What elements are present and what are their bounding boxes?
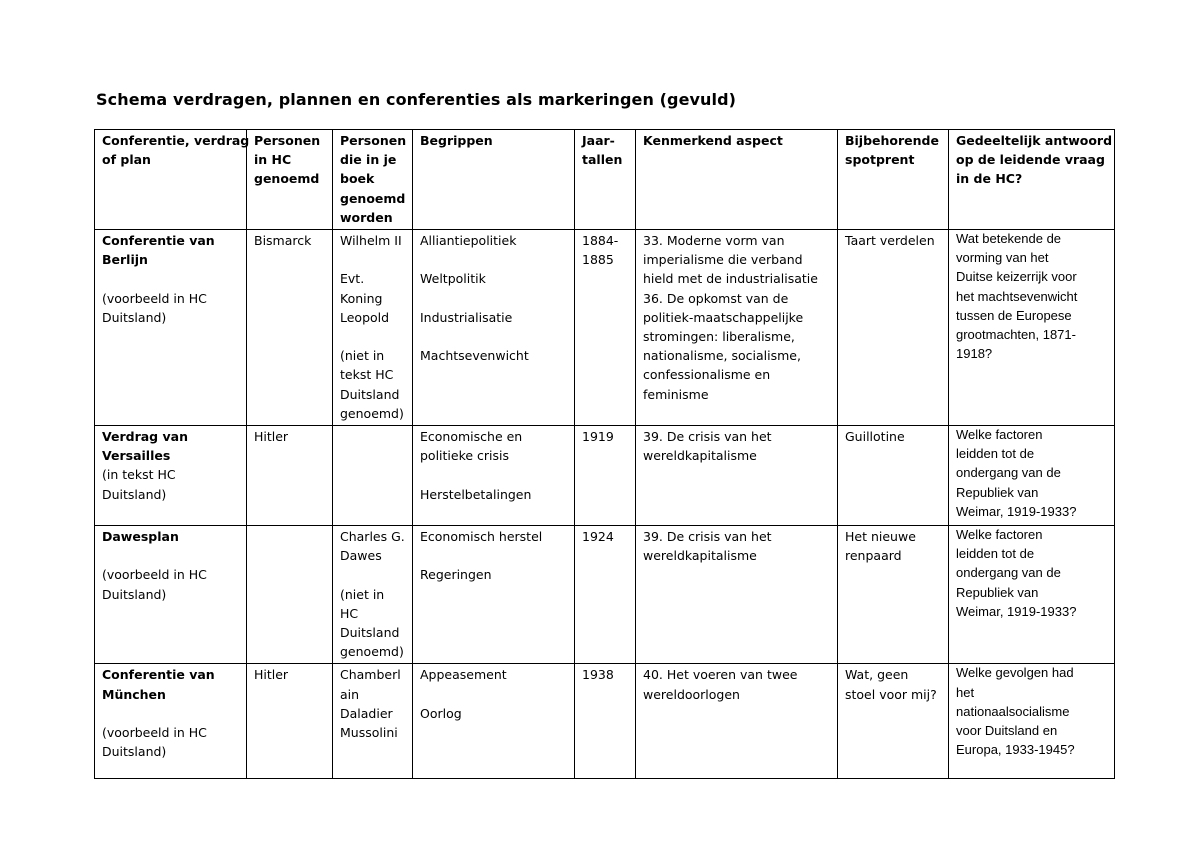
spacer <box>102 269 240 288</box>
header-cell <box>949 130 1115 230</box>
concepts-cell <box>413 426 575 526</box>
cell-text-line: Weltpolitik <box>420 271 486 287</box>
cell-text-line: Bismarck <box>254 233 312 249</box>
table-row <box>95 230 1115 426</box>
cell-text-line: 1924 <box>582 528 614 544</box>
cell-text-line: Hitler <box>254 667 289 683</box>
cell-text-line: Daladier <box>340 705 393 721</box>
cell-text-line: Economische en <box>420 429 523 445</box>
cell-text-line: Kenmerkend aspect <box>643 133 783 148</box>
cell-text-line: genoemd <box>340 190 406 206</box>
cell-text-line: politiek-maatschappelijke <box>643 309 804 325</box>
cell-text-line: Duitsland) <box>102 309 167 325</box>
cell-text-line: nationaalsocialisme <box>956 703 1070 719</box>
cell-text-line: Jaar- <box>582 133 615 148</box>
cell-text-line: het machtsevenwicht <box>956 288 1078 304</box>
event-name <box>102 231 240 269</box>
cell-text-line: spotprent <box>845 152 915 168</box>
event-name <box>102 527 240 546</box>
header-row <box>95 130 1115 230</box>
concepts-cell <box>413 525 575 663</box>
table-row <box>95 426 1115 526</box>
cell-text-line: Personen <box>254 133 321 148</box>
cell-text-line: Begrippen <box>420 133 493 148</box>
aspect-cell <box>636 426 838 526</box>
cell-text-line: HC <box>340 605 359 621</box>
cell-text-line: Gedeeltelijk antwoord <box>956 133 1113 148</box>
cell-text-line: Personen <box>340 133 407 148</box>
cell-text-line <box>340 327 406 346</box>
cell-text-line: wereldkapitalisme <box>643 448 757 464</box>
event-note <box>102 704 240 762</box>
cell-text-line: Weimar, 1919-1933? <box>956 503 1077 519</box>
aspect-cell <box>636 230 838 426</box>
aspect-cell <box>636 525 838 663</box>
cell-text-line: (niet in <box>340 348 385 364</box>
cell-text-line: het <box>956 684 975 700</box>
cell-text-line: tallen <box>582 152 623 168</box>
cell-text-line: Republiek van <box>956 584 1039 600</box>
cell-text-line: feminisme <box>643 386 709 402</box>
cell-text-line: Conferentie van <box>102 667 215 683</box>
table-row <box>95 664 1115 779</box>
cell-text-line: Appeasement <box>420 667 507 683</box>
cell-text-line: in HC <box>254 152 292 168</box>
years-cell <box>575 664 636 779</box>
cell-text-line: imperialisme die verband <box>643 252 803 268</box>
cell-text-line: 1884- <box>582 233 619 249</box>
cell-text-line: 33. Moderne vorm van <box>643 233 785 249</box>
cell-text-line: Hitler <box>254 429 289 445</box>
cell-text-line: leidden tot de <box>956 546 1035 562</box>
cell-text-line: Koning <box>340 290 383 306</box>
persons-book-cell <box>333 230 413 426</box>
cell-text-line: in de HC? <box>956 171 1023 187</box>
cell-text-line: genoemd) <box>340 644 404 660</box>
cell-text-line: hield met de industrialisatie <box>643 271 818 287</box>
cell-text-line: tekst HC <box>340 367 394 383</box>
cell-text-line: Regeringen <box>420 567 492 583</box>
cell-text-line: 1918? <box>956 346 993 362</box>
cell-text-line: Duitsland <box>340 624 400 640</box>
answer-cell <box>949 426 1115 526</box>
cartoon-cell <box>838 525 949 663</box>
cell-text-line: of plan <box>102 152 151 168</box>
concepts-cell <box>413 664 575 779</box>
header-cell <box>95 130 250 230</box>
cell-text-line: Leopold <box>340 309 390 325</box>
cell-text-line: Conferentie van <box>102 233 215 249</box>
cell-text-line: Wat, geen <box>845 667 909 683</box>
cell-text-line: 39. De crisis van het <box>643 429 772 445</box>
cell-text-line: ondergang van de <box>956 465 1061 481</box>
event-cell <box>95 664 247 779</box>
header-cell <box>413 130 575 230</box>
cell-text-line: 1885 <box>582 252 614 268</box>
cell-text-line: Verdrag van <box>102 429 188 445</box>
cell-text-line: ondergang van de <box>956 565 1061 581</box>
cell-text-line <box>340 565 406 584</box>
cartoon-cell <box>838 426 949 526</box>
cell-text-line: Machtsevenwicht <box>420 348 529 364</box>
cell-text-line: Guillotine <box>845 429 905 445</box>
cell-text-line: Bijbehorende <box>845 133 939 148</box>
cell-text-line: genoemd <box>254 171 320 187</box>
cell-text-line: wereldkapitalisme <box>643 548 757 564</box>
answer-cell <box>949 230 1115 426</box>
cell-text-line: tussen de Europese <box>956 307 1072 323</box>
cell-text-line <box>340 250 406 269</box>
cell-text-line: Welke factoren <box>956 427 1043 443</box>
event-note <box>102 465 240 503</box>
persons-book-cell <box>333 426 413 526</box>
cell-text-line <box>420 250 568 269</box>
event-cell <box>95 525 247 663</box>
cell-text-line: renpaard <box>845 548 902 564</box>
page-title: Schema verdragen, plannen en conferenties als markeringen (gevuld) <box>96 90 737 109</box>
cell-text-line: München <box>102 686 166 702</box>
header-cell <box>247 130 333 230</box>
header-cell <box>636 130 838 230</box>
cell-text-line: Mussolini <box>340 724 398 740</box>
cell-text-line: Charles G. <box>340 528 405 544</box>
cell-text-line: Industrialisatie <box>420 309 513 325</box>
cell-text-line: Welke factoren <box>956 526 1043 542</box>
cell-text-line: Herstelbetalingen <box>420 486 532 502</box>
event-name <box>102 427 240 465</box>
cell-text-line <box>102 704 240 723</box>
cell-text-line: 39. De crisis van het <box>643 528 772 544</box>
cell-text-line: politieke crisis <box>420 448 510 464</box>
cell-text-line: Weimar, 1919-1933? <box>956 603 1077 619</box>
cell-text-line: Wat betekende de <box>956 231 1062 247</box>
cell-text-line: die in je <box>340 152 397 168</box>
cell-text-line: nationalisme, socialisme, <box>643 348 801 364</box>
persons-hc-cell <box>247 664 333 779</box>
table-row <box>95 525 1115 663</box>
cell-text-line: stromingen: liberalisme, <box>643 329 795 345</box>
cell-text-line: Dawesplan <box>102 528 179 544</box>
aspect-cell <box>636 664 838 779</box>
cell-text-line: 40. Het voeren van twee <box>643 667 798 683</box>
cell-text-line <box>420 289 568 308</box>
cell-text-line: wereldoorlogen <box>643 686 740 702</box>
header-cell <box>838 130 949 230</box>
persons-hc-cell <box>247 525 333 663</box>
cell-text-line: (voorbeeld in HC <box>102 724 207 740</box>
cell-text-line: genoemd) <box>340 405 404 421</box>
years-cell <box>575 230 636 426</box>
answer-cell <box>949 664 1115 779</box>
cell-text-line: 36. De opkomst van de <box>643 290 789 306</box>
cell-text-line: Het nieuwe <box>845 528 916 544</box>
cell-text-line: Conferentie, verdrag <box>102 133 250 148</box>
cell-text-line: confessionalisme en <box>643 367 771 383</box>
cell-text-line: grootmachten, 1871- <box>956 326 1076 342</box>
event-note <box>102 289 240 327</box>
cell-text-line: worden <box>340 209 393 225</box>
cell-text-line: Oorlog <box>420 705 462 721</box>
persons-hc-cell <box>247 426 333 526</box>
persons-hc-cell <box>247 230 333 426</box>
cell-text-line: Duitsland <box>340 386 400 402</box>
cell-text-line <box>420 327 568 346</box>
cell-text-line: stoel voor mij? <box>845 686 937 702</box>
years-cell <box>575 426 636 526</box>
cell-text-line: op de leidende vraag <box>956 152 1105 168</box>
cell-text-line: Evt. <box>340 271 365 287</box>
cell-text-line: 1938 <box>582 667 614 683</box>
cell-text-line <box>102 546 240 565</box>
cell-text-line: 1919 <box>582 429 614 445</box>
cell-text-line: Welke gevolgen had <box>956 665 1074 681</box>
cell-text-line: (voorbeeld in HC <box>102 567 207 583</box>
cell-text-line: Berlijn <box>102 252 148 268</box>
persons-book-cell <box>333 525 413 663</box>
event-cell <box>95 426 247 526</box>
cell-text-line: Taart verdelen <box>845 233 935 249</box>
cell-text-line: Wilhelm II <box>340 233 402 249</box>
event-cell <box>95 230 247 426</box>
cell-text-line: Duitsland) <box>102 486 167 502</box>
cell-text-line: (in tekst HC <box>102 467 176 483</box>
cell-text-line <box>420 465 568 484</box>
schema-table <box>94 129 1115 779</box>
years-cell <box>575 525 636 663</box>
cell-text-line: vorming van het <box>956 250 1049 266</box>
cell-text-line: Duitsland) <box>102 744 167 760</box>
cartoon-cell <box>838 664 949 779</box>
cell-text-line: Europa, 1933-1945? <box>956 742 1075 758</box>
header-cell <box>333 130 413 230</box>
cell-text-line: voor Duitsland en <box>956 722 1058 738</box>
cell-text-line: Economisch herstel <box>420 528 543 544</box>
cell-text-line: Republiek van <box>956 484 1039 500</box>
cell-text-line: (voorbeeld in HC <box>102 290 207 306</box>
cell-text-line: Dawes <box>340 548 382 564</box>
cell-text-line: (niet in <box>340 586 385 602</box>
cell-text-line: boek <box>340 171 375 187</box>
cell-text-line: Alliantiepolitiek <box>420 233 517 249</box>
cell-text-line <box>420 685 568 704</box>
answer-cell <box>949 525 1115 663</box>
cell-text-line: Chamberl <box>340 667 401 683</box>
persons-book-cell <box>333 664 413 779</box>
cell-text-line <box>420 546 568 565</box>
cell-text-line: Duitsland) <box>102 586 167 602</box>
cell-text-line: Versailles <box>102 448 171 464</box>
header-cell <box>575 130 636 230</box>
cell-text-line: Duitse keizerrijk voor <box>956 269 1077 285</box>
concepts-cell <box>413 230 575 426</box>
event-name <box>102 665 240 703</box>
event-note <box>102 546 240 604</box>
cell-text-line: leidden tot de <box>956 446 1035 462</box>
cell-text-line: ain <box>340 686 360 702</box>
cartoon-cell <box>838 230 949 426</box>
